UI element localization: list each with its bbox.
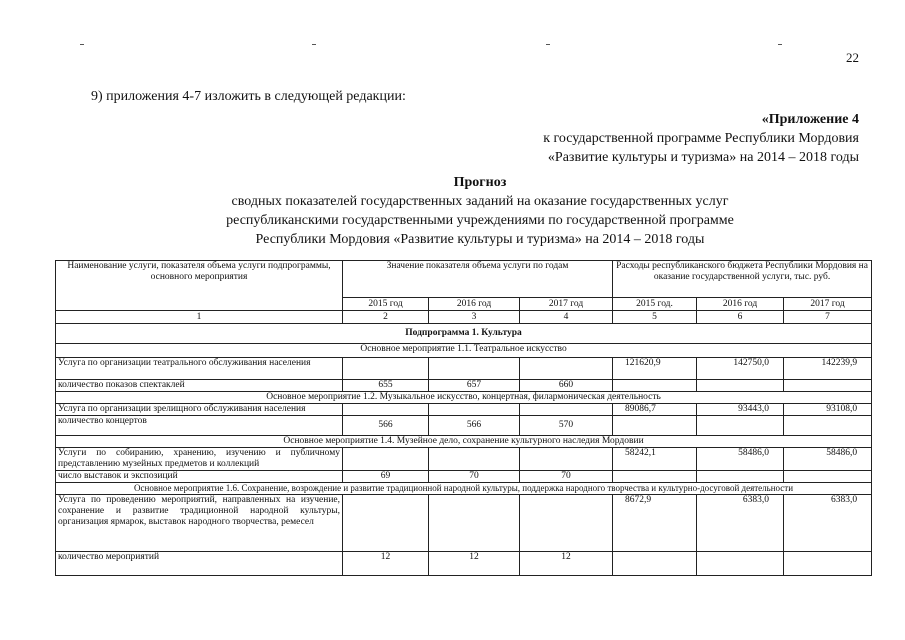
indicator-name: количество концертов [56,416,343,436]
subprogram-title: Подпрограмма 1. Культура [56,324,872,344]
header-year: 2016 год [429,298,520,311]
empty-cell [613,471,697,483]
empty-cell [520,404,613,416]
appendix-line: к государственной программе Республики Мордовия [543,131,859,146]
empty-cell [784,471,872,483]
section-title: Основное мероприятие 1.1. Театральное искусство [56,344,872,358]
expense-value: 8672,9 [613,495,697,552]
scan-mark [312,44,316,45]
appendix-caption [543,110,859,167]
section-title: Основное мероприятие 1.6. Сохранение, возрождение и развитие традиционной народной культуры, поддержка народного творчества и культурно-досуговой деятельности [56,483,872,495]
indicator-name: число выставок и экспозиций [56,471,343,483]
header-year: 2017 год [784,298,872,311]
header-volume-group: Значение показателя объема услуги по годам [343,261,613,298]
expense-value: 121620,9 [613,358,697,380]
page-number: 22 [846,50,859,65]
scan-mark [80,44,84,45]
service-name: Услуга по организации зрелищного обслуживания населения [56,404,343,416]
column-number: 5 [613,311,697,324]
header-year: 2017 год [520,298,613,311]
column-number: 6 [697,311,784,324]
forecast-table [55,260,872,576]
empty-cell [697,416,784,436]
column-number: 3 [429,311,520,324]
column-number: 7 [784,311,872,324]
scan-mark [778,44,782,45]
expense-value: 142750,0 [697,358,784,380]
header-service-name: Наименование услуги, показателя объема услуги подпрограммы, основного мероприятия [56,261,343,311]
expense-value: 89086,7 [613,404,697,416]
indicator-value: 566 [429,416,520,436]
empty-cell [343,358,429,380]
empty-cell [520,495,613,552]
empty-cell [697,552,784,576]
column-number: 4 [520,311,613,324]
document-heading [120,173,840,249]
empty-cell [343,448,429,471]
indicator-value: 12 [520,552,613,576]
heading-line: республиканскими государственными учреждениями по государственной программе [226,213,734,228]
empty-cell [429,448,520,471]
section-title: Основное мероприятие 1.2. Музыкальное искусство, концертная, филармоническая деятельность [56,392,872,404]
expense-value: 6383,0 [784,495,872,552]
empty-cell [429,495,520,552]
empty-cell [429,358,520,380]
scan-mark [546,44,550,45]
appendix-line: «Развитие культуры и туризма» на 2014 – 2018 годы [547,150,859,165]
indicator-value: 12 [429,552,520,576]
empty-cell [784,552,872,576]
empty-cell [697,471,784,483]
expense-value: 58486,0 [784,448,872,471]
expense-value: 6383,0 [697,495,784,552]
column-number: 2 [343,311,429,324]
heading-line: Республики Мордовия «Развитие культуры и туризма» на 2014 – 2018 годы [255,232,705,247]
indicator-name: количество мероприятий [56,552,343,576]
expense-value: 58242,1 [613,448,697,471]
empty-cell [343,404,429,416]
section-title: Основное мероприятие 1.4. Музейное дело, сохранение культурного наследия Мордовии [56,436,872,448]
header-expenses-group: Расходы республиканского бюджета Республики Мордовия на оказание государственной услуги, тыс. руб. [613,261,872,298]
service-name: Услуга по организации театрального обслуживания населения [56,358,343,380]
indicator-value: 70 [429,471,520,483]
indicator-value: 655 [343,380,429,392]
indicator-value: 570 [520,416,613,436]
expense-value: 93443,0 [697,404,784,416]
empty-cell [697,380,784,392]
indicator-value: 12 [343,552,429,576]
empty-cell [343,495,429,552]
service-name: Услуга по проведению мероприятий, направленных на изучение, сохранение и развитие традиционной народной культуры, организация ярмарок, выставок народного творчества, ремесел [56,495,343,552]
expense-value: 93108,0 [784,404,872,416]
empty-cell [784,416,872,436]
appendix-title: «Приложение 4 [761,112,859,127]
empty-cell [613,552,697,576]
empty-cell [520,448,613,471]
indicator-name: количество показов спектаклей [56,380,343,392]
header-year: 2015 год [343,298,429,311]
indicator-value: 566 [343,416,429,436]
heading-line: сводных показателей государственных заданий на оказание государственных услуг [231,194,729,209]
expense-value: 58486,0 [697,448,784,471]
expense-value: 142239,9 [784,358,872,380]
service-name: Услуги по собиранию, хранению, изучению и публичному представлению музейных предметов и коллекций [56,448,343,471]
empty-cell [613,416,697,436]
empty-cell [429,404,520,416]
heading-title: Прогноз [453,175,507,190]
empty-cell [784,380,872,392]
column-number: 1 [56,311,343,324]
instruction-text: 9) приложения 4-7 изложить в следующей редакции: [91,89,406,104]
indicator-value: 69 [343,471,429,483]
indicator-value: 657 [429,380,520,392]
indicator-value: 70 [520,471,613,483]
header-year: 2015 год. [613,298,697,311]
empty-cell [520,358,613,380]
indicator-value: 660 [520,380,613,392]
header-year: 2016 год [697,298,784,311]
empty-cell [613,380,697,392]
